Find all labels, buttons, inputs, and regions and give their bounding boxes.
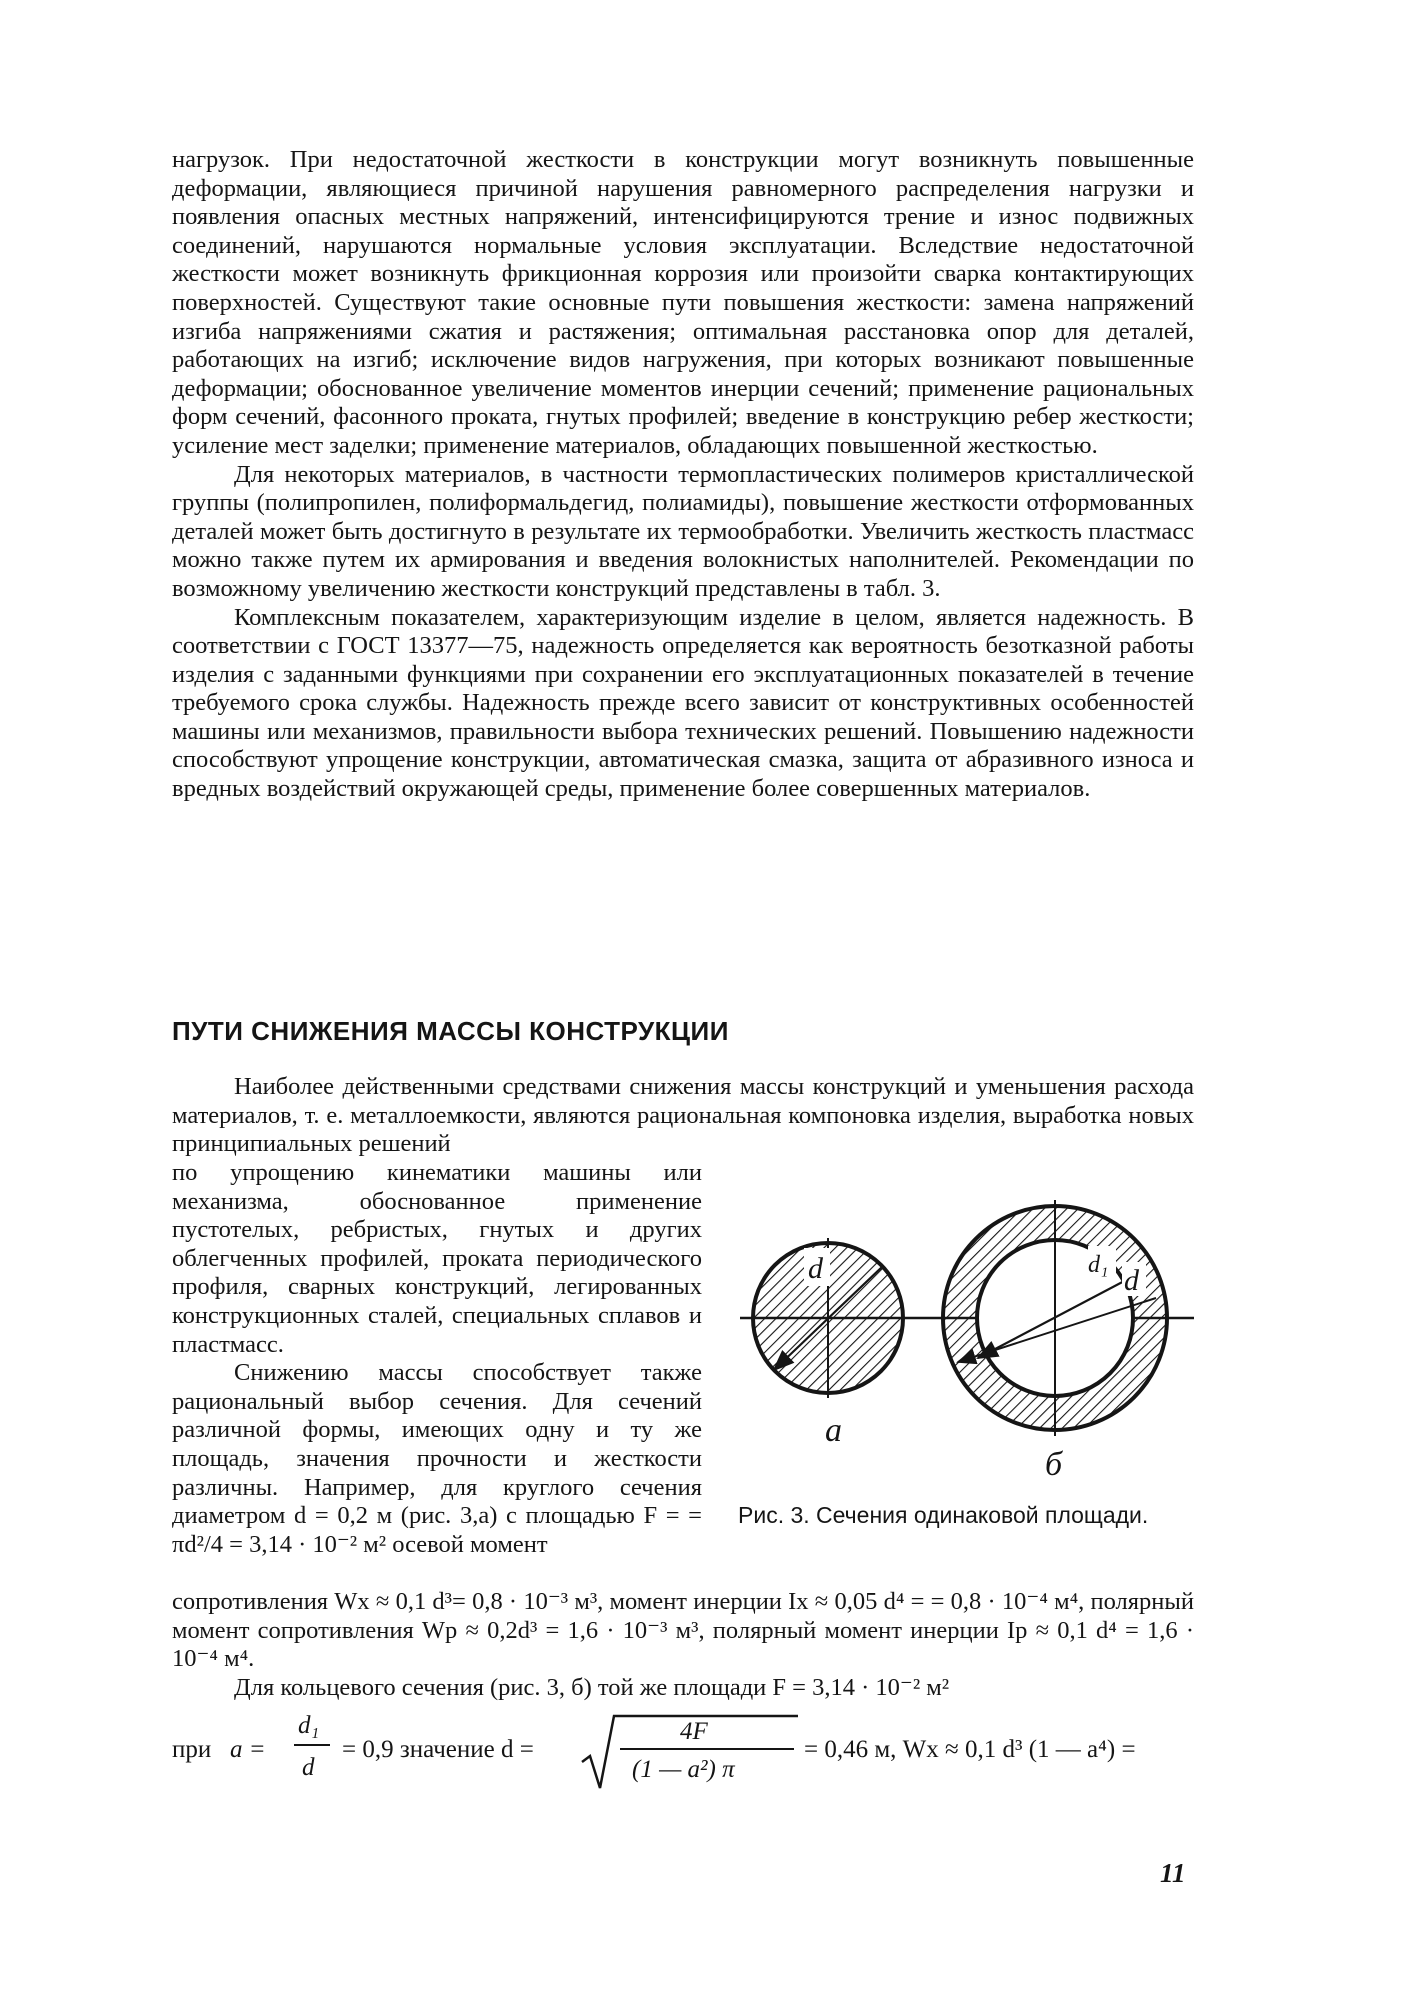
ring-formula	[172, 1712, 1202, 1792]
paragraph-mass-reduction-intro: Наиболее действенными средствами снижения массы конструкций и уменьшения расхода материалов, т. е. металлоемкости, являются рациональная компоновка изделия, выработка новых принципиальных решений	[172, 1073, 1194, 1158]
formula-root-numerator: 4F	[680, 1718, 708, 1745]
paragraph-mass-reduction-continued: по упрощению кинематики машины или механизма, обоснованное применение пустотелых, ребристых, гнутых и других облегченных профилей, проката периодического профиля, сварных конструкций, легированных конструкционных сталей, специальных сплавов и пластмасс.	[172, 1159, 702, 1358]
formula-fraction-denominator: d	[302, 1754, 315, 1781]
paragraph-cross-section-choice: Снижению массы способствует также рациональный выбор сечения. Для сечений различной формы, имеющих одну и ту же площадь, значения прочности и жесткости различны. Например, для круглого сечения диаметром d = 0,2 м (рис. 3,а) с площадью F = = πd²/4 = 3,14 · 10⁻² м² осевой момент	[172, 1359, 702, 1558]
page-number: 11	[1160, 1858, 1186, 1888]
formula-root-denominator: (1 — a²) π	[632, 1756, 735, 1783]
solid-circle-section	[753, 1238, 903, 1398]
formula-fraction-numerator: d₁	[298, 1712, 320, 1739]
figure-label-b: б	[1045, 1446, 1063, 1483]
diameter-label-a: d	[808, 1252, 823, 1285]
cross-section-figure	[738, 1186, 1200, 1496]
formula-a-value: = 0,9 значение d =	[342, 1736, 534, 1763]
outer-diameter-label: d	[1124, 1264, 1139, 1297]
figure-caption: Рис. 3. Сечения одинаковой площади.	[738, 1502, 1149, 1528]
formula-a-equals: a =	[230, 1736, 266, 1763]
narrow-column-text	[172, 1159, 702, 1559]
ring-section	[943, 1200, 1167, 1436]
section-heading: ПУТИ СНИЖЕНИЯ МАССЫ КОНСТРУКЦИИ	[172, 1016, 729, 1046]
paragraph-stiffness: нагрузок. При недостаточной жесткости в конструкции могут возникнуть повышенные деформации, являющиеся причиной нарушения равномерного распределения нагрузки и появления опасных местных напряжений, интенсифицируются трение и износ подвижных соединений, нарушаются нормальные условия эксплуатации. Вследствие недостаточной жесткости может возникнуть фрикционная коррозия или произойти сварка контактирующих поверхностей. Существуют такие основные пути повышения жесткости: замена напряжений изгиба напряжениями сжатия и растяжения; оптимальная расстановка опор для деталей, работающих на изгиб; исключение видов нагружения, при которых возникают повышенные деформации; обоснованное увеличение моментов инерции сечений; применение рациональных форм сечений, фасонного проката, гнутых профилей; введение в конструкцию ребер жесткости; усиление мест заделки; применение материалов, обладающих повышенной жесткостью.	[172, 146, 1194, 459]
reliability-section-text	[172, 146, 1194, 804]
figure-label-a: а	[825, 1412, 842, 1449]
formula-lead: при	[172, 1736, 212, 1763]
paragraph-ring-section: Для кольцевого сечения (рис. 3, б) той же площади F = 3,14 · 10⁻² м²	[234, 1674, 950, 1701]
inner-diameter-label: d₁	[1088, 1252, 1109, 1278]
formula-result: = 0,46 м, Wx ≈ 0,1 d³ (1 — a⁴) =	[804, 1736, 1136, 1763]
paragraph-reliability: Комплексным показателем, характеризующим изделие в целом, является надежность. В соответствии с ГОСТ 13377—75, надежность определяется как вероятность безотказной работы изделия с заданными функциями при сохранении его эксплуатационных показателей в течение требуемого срока службы. Надежность прежде всего зависит от конструктивных особенностей машины или механизмов, правильности выбора технических решений. Повышению надежности способствуют упрощение конструкции, автоматическая смазка, защита от абразивного износа и вредных воздействий окружающей среды, применение более совершенных материалов.	[172, 603, 1194, 803]
paragraph-moments: сопротивления Wx ≈ 0,1 d³= 0,8 · 10⁻³ м³, момент инерции Ix ≈ 0,05 d⁴ = = 0,8 · 10⁻⁴ м⁴, полярный момент сопротивления Wp ≈ 0,2d³ = 1,6 · 10⁻³ м³, полярный момент инерции Ip ≈ 0,1 d⁴ = 1,6 · 10⁻⁴ м⁴.	[172, 1588, 1194, 1673]
formula-fraction-bar	[294, 1744, 330, 1746]
paragraph-thermoplastics: Для некоторых материалов, в частности термопластических полимеров кристаллической группы (полипропилен, полиформальдегид, полиамиды), повышение жесткости отформованных деталей может быть достигнуто в результате их термообработки. Увеличить жесткость пластмасс можно также путем их армирования и введения волокнистых наполнителей. Рекомендации по возможному увеличению жесткости конструкций представлены в табл. 3.	[172, 460, 1194, 602]
